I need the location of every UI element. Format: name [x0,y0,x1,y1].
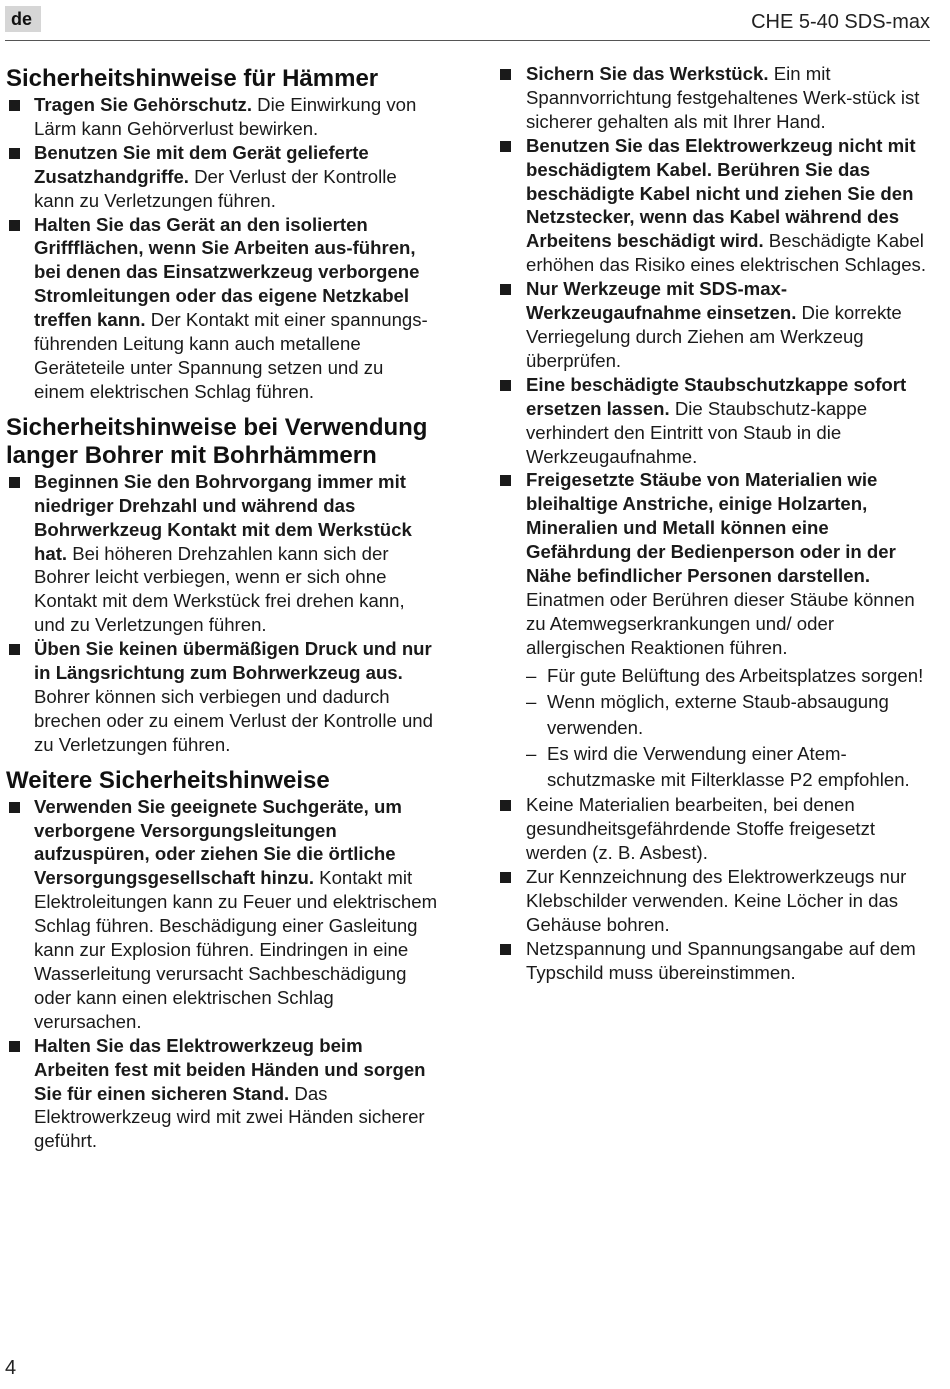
right-column [497,62,930,984]
dash-list-item: – Für gute Belüftung des Arbeitsplatzes sorgen! [526,663,930,689]
list-item: Zur Kennzeichnung des Elektrowerkzeugs nur Klebschilder verwenden. Keine Löcher in das Gehäuse bohren. [497,865,930,937]
list-item: Beginnen Sie den Bohrvorgang immer mit niedriger Drehzahl und während das Bohrwerkzeug Kontakt mit dem Werkstück hat. Bei höheren Drehzahlen kann sich der Bohrer leicht verbiegen, wenn er sich ohne Kontakt mit dem Werkstück frei drehen kann, und zu Verletzungen führen. [6,470,438,637]
dash-icon: – [526,664,537,686]
dash-list-item: – Es wird die Verwendung einer Atem-schutzmaske mit Filterklasse P2 empfohlen. [526,743,910,790]
list-item: Üben Sie keinen übermäßigen Druck und nur in Längsrichtung zum Bohrwerkzeug aus. Bohrer können sich verbiegen und dadurch brechen oder zu einem Verlust der Kontrolle und zu Verletzungen führen. [6,637,438,757]
section-title-long-drills: Sicherheitshinweise bei Verwendung langer Bohrer mit Bohrhämmern [6,413,428,469]
header-rule [5,40,930,41]
square-bullet-icon [9,644,20,655]
list-item: Eine beschädigte Staubschutzkappe sofort ersetzen lassen. Die Staubschutz-kappe verhindert den Eintritt von Staub in die Werkzeugaufnahme. [497,373,930,469]
list-item: Verwenden Sie geeignete Suchgeräte, um verborgene Versorgungsleitungen aufzuspüren, oder ziehen Sie die örtliche Versorgungsgesellschaft hinzu. Kontakt mit Elektroleitungen kann zu Feuer und elektrischem Schlag führen. Beschädigung einer Gasleitung kann zur Explosion führen. Eindringen in eine Wasserleitung verursacht Sachbeschädigung oder kann einen elektrischen Schlag verursachen. [6,795,438,1034]
model-name: CHE 5-40 SDS-max [751,11,930,33]
list-item: Keine Materialien bearbeiten, bei denen gesundheitsgefährdende Stoffe freigesetzt werden (z. B. Asbest). [497,793,930,865]
square-bullet-icon [500,944,511,955]
dash-list [526,663,930,793]
list-item: Halten Sie das Elektrowerkzeug beim Arbeiten fest mit beiden Händen und sorgen Sie für einen sicheren Stand. Das Elektrowerkzeug wird mit zwei Händen sicherer geführt. [6,1034,438,1154]
list-item: Benutzen Sie mit dem Gerät gelieferte Zusatzhandgriffe. Der Verlust der Kontrolle kann zu Verletzungen führen. [6,141,438,213]
list-item: Freigesetzte Stäube von Materialien wie bleihaltige Anstriche, einige Holzarten, Mineralien und Metall können eine Gefährdung der Bedienperson oder in der Nähe befindlicher Personen darstellen. Einatmen oder Berühren dieser Stäube können zu Atemwegserkrankungen und/ oder allergischen Reaktionen führen. – Für gute Belüftung des Arbeitsplatzes sorgen! – Wenn möglich, externe Staub-absaugung verwenden. – Es wird die Verwendung einer Atem-schutzmaske mit Filterklasse P2 empfohlen. [497,468,930,792]
square-bullet-icon [9,802,20,813]
dash-icon: – [526,743,537,765]
square-bullet-icon [500,380,511,391]
square-bullet-icon [500,69,511,80]
page-number: 4 [5,1357,17,1379]
square-bullet-icon [9,100,20,111]
list-item: Tragen Sie Gehörschutz. Die Einwirkung von Lärm kann Gehörverlust bewirken. [6,93,438,141]
square-bullet-icon [500,141,511,152]
square-bullet-icon [9,148,20,159]
square-bullet-icon [9,477,20,488]
square-bullet-icon [500,284,511,295]
square-bullet-icon [9,1041,20,1052]
list-item: Benutzen Sie das Elektrowerkzeug nicht mit beschädigtem Kabel. Berühren Sie das beschädigte Kabel nicht und ziehen Sie den Netzstecker, wenn das Kabel während des Arbeitens beschädigt wird. Beschädigte Kabel erhöhen das Risiko eines elektrischen Schlages. [497,134,930,277]
left-column [6,62,438,1153]
list-item: Halten Sie das Gerät an den isolierten Griffflächen, wenn Sie Arbeiten aus-führen, bei denen das Einsatzwerkzeug verborgene Stromleitungen oder das eigene Netzkabel treffen kann. Der Kontakt mit einer spannungs-führenden Leitung kann auch metallene Geräteteile unter Spannung setzen und zu einem elektrischen Schlag führen. [6,213,438,404]
language-badge: de [5,6,41,32]
list-item: Sichern Sie das Werkstück. Ein mit Spannvorrichtung festgehaltenes Werk-stück ist sicherer gehalten als mit Ihrer Hand. [497,62,930,134]
dash-list-item: – Wenn möglich, externe Staub-absaugung verwenden. [526,691,889,738]
square-bullet-icon [500,475,511,486]
square-bullet-icon [500,800,511,811]
square-bullet-icon [500,872,511,883]
dash-icon: – [526,691,537,713]
page-header [0,0,950,42]
list-item: Netzspannung und Spannungsangabe auf dem Typschild muss übereinstimmen. [497,937,930,985]
square-bullet-icon [9,220,20,231]
list-item: Nur Werkzeuge mit SDS-max-Werkzeugaufnahme einsetzen. Die korrekte Verriegelung durch Ziehen am Werkzeug überprüfen. [497,277,930,373]
section-title-further: Weitere Sicherheitshinweise [6,766,330,794]
section-title-hammers: Sicherheitshinweise für Hämmer [6,65,379,92]
